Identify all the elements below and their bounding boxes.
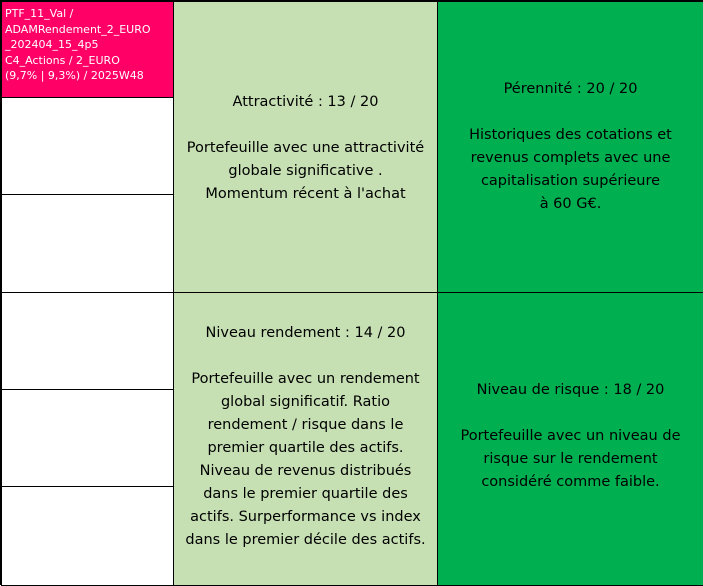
attractivite-line: Portefeuille avec une attractivité — [186, 140, 425, 156]
portfolio-label-line: _202404_15_4p5 — [5, 38, 99, 51]
perennite-line: à 60 G€. — [539, 196, 602, 212]
perennite-line: Historiques des cotations et — [469, 127, 672, 143]
perennite-line: revenus complets avec une — [470, 150, 671, 166]
rendement-card — [173, 292, 438, 586]
empty-cell — [1, 389, 174, 487]
rendement-line: dans le premier décile des actifs. — [185, 532, 426, 548]
portfolio-label-line: PTF_11_Val / — [5, 7, 74, 20]
rendement-line: dans le premier quartile des — [203, 486, 408, 502]
portfolio-label — [1, 1, 174, 98]
rendement-line: Portefeuille avec un rendement — [191, 371, 420, 387]
risque-card — [437, 292, 703, 586]
rendement-line: actifs. Surperformance vs index — [190, 509, 421, 525]
rendement-title: Niveau rendement : 14 / 20 — [205, 325, 406, 341]
attractivite-card — [173, 1, 438, 293]
perennite-title: Pérennité : 20 / 20 — [503, 81, 638, 97]
rendement-line: premier quartile des actifs. — [207, 440, 404, 456]
empty-cell — [1, 292, 174, 390]
attractivite-title: Attractivité : 13 / 20 — [232, 94, 379, 110]
rendement-line: global significatif. Ratio — [220, 394, 391, 410]
attractivite-line: globale significative . — [228, 163, 383, 179]
portfolio-label-line: (9,7% | 9,3%) / 2025W48 — [5, 69, 144, 82]
perennite-card — [437, 1, 703, 293]
risque-title: Niveau de risque : 18 / 20 — [476, 382, 665, 398]
portfolio-label-line: C4_Actions / 2_EURO — [5, 53, 120, 67]
risque-line: risque sur le rendement — [483, 451, 658, 467]
portfolio-label-line: ADAMRendement_2_EURO — [5, 22, 151, 36]
perennite-line: capitalisation supérieure — [480, 173, 661, 189]
empty-cell — [1, 97, 174, 195]
rendement-line: Niveau de revenus distribués — [199, 463, 412, 479]
risque-line: considéré comme faible. — [481, 474, 660, 490]
risque-line: Portefeuille avec un niveau de — [460, 428, 681, 444]
rendement-line: rendement / risque dans le — [207, 417, 404, 433]
attractivite-line: Momentum récent à l'achat — [205, 186, 406, 202]
empty-cell — [1, 486, 174, 586]
empty-cell — [1, 194, 174, 293]
